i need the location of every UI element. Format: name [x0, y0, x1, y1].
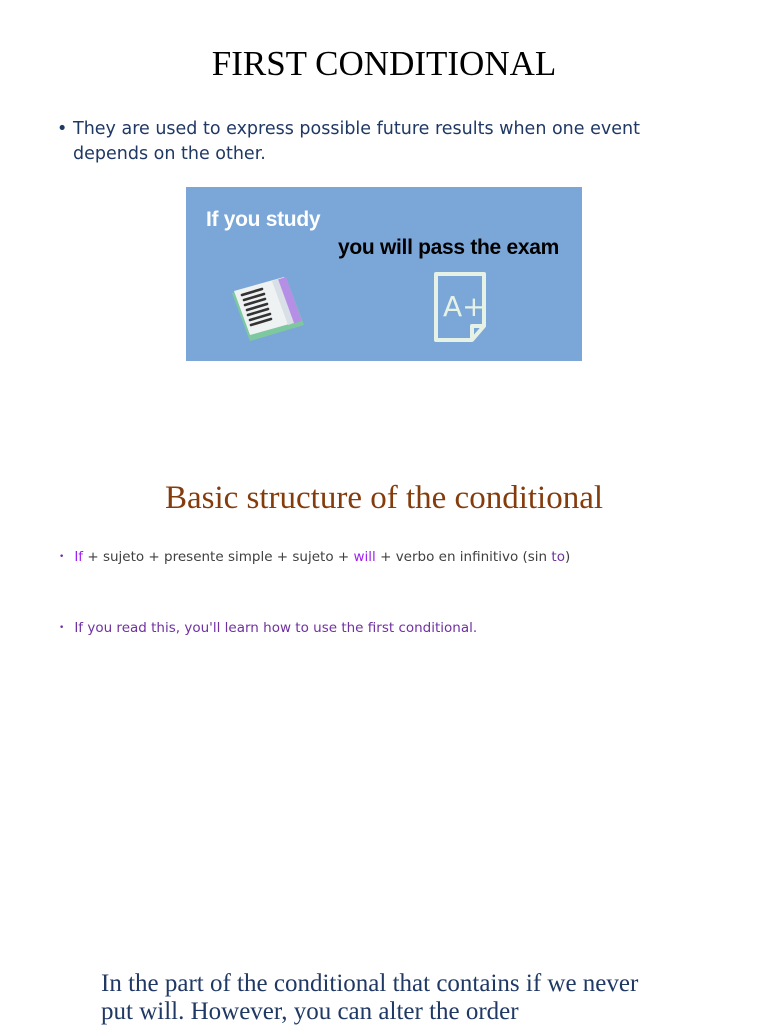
bullet-marker: •	[59, 623, 65, 633]
formula-part3: )	[564, 549, 571, 565]
condition-clause-text: If you study	[206, 208, 321, 231]
a-plus-document-icon	[430, 270, 490, 344]
formula-to: to	[551, 549, 565, 565]
formula-part2: + verbo en infinitivo (sin	[375, 549, 552, 565]
slide1-bullet-text: They are used to express possible future results when one event depends on the other.	[73, 119, 640, 164]
formula-if: If	[74, 549, 84, 565]
book-icon	[228, 271, 308, 341]
slide1-bullet	[57, 117, 697, 167]
slide1-title: FIRST CONDITIONAL	[211, 44, 557, 83]
example-text: If you read this, you'll learn how to use the first conditional.	[74, 620, 478, 636]
slide2-title: Basic structure of the conditional	[164, 480, 604, 516]
bullet-marker: •	[57, 119, 68, 139]
first-conditional-illustration	[186, 187, 582, 361]
bullet-marker: •	[59, 552, 65, 562]
formula-part1: + sujeto + presente simple + sujeto +	[83, 549, 354, 565]
grade-label: A+	[443, 290, 486, 323]
formula-will: will	[353, 549, 376, 565]
structure-formula	[59, 548, 570, 568]
example-sentence	[59, 619, 477, 639]
slide3-paragraph: In the part of the conditional that contains if we never put will. However, you can alter the order	[101, 970, 639, 1025]
result-clause-text: you will pass the exam	[338, 236, 559, 259]
